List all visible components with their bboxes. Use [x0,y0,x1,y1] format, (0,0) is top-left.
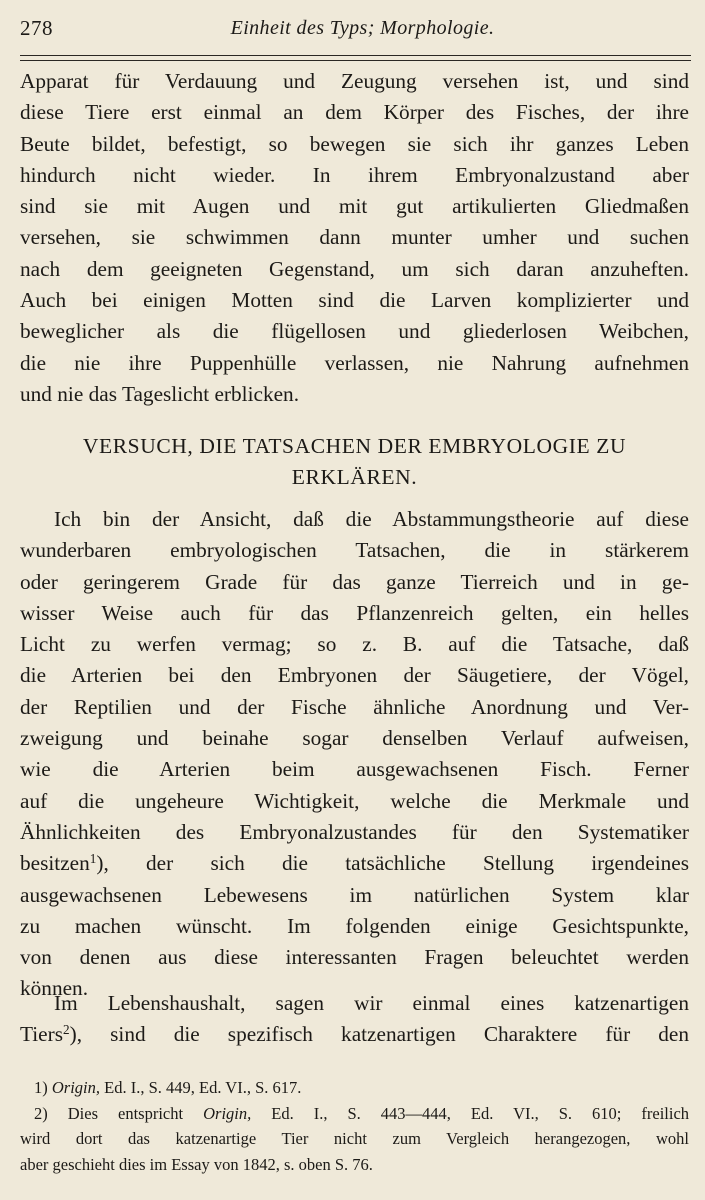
footnote-2-line: wird dort das katzenartige Tier nicht zum Vergleich herangezogen, wohl [20,1129,689,1148]
text-line: die nie ihre Puppenhülle verlassen, nie Nahrung aufnehmen [20,350,689,375]
text-line: zweigung und beinahe sogar denselben Verlauf aufweisen, [20,726,689,751]
text-fragment: ), der sich die tatsächliche Stellung irgendeines [96,851,689,876]
footnote-text: Ed. I., S. 449, Ed. VI., S. 617. [104,1078,302,1097]
text-line: auf die ungeheure Wichtigkeit, welche die Merkmale und [20,788,689,813]
text-line: Licht zu werfen vermag; so z. B. auf die Tatsache, daß [20,632,689,657]
text-line: Im Lebenshaushalt, sagen wir einmal eines katzenartigen [54,991,689,1015]
text-line: von denen aus diese interessanten Fragen beleuchtet werden [20,945,689,970]
footnote-text: Dies entspricht [67,1103,184,1123]
text-line: Auch bei einigen Motten sind die Larven komplizierter und [20,288,689,313]
footnote-2 [20,1101,689,1127]
text-line: ausgewachsenen Lebewesens im natürlichen System klar [20,882,689,907]
text-line: beweglicher als die flügellosen und gliederlosen Weibchen, [20,319,689,344]
paragraph [20,504,689,1005]
footnote-text: Ed. I., S. 443—444, Ed. VI., S. 610; freilich [271,1103,690,1123]
text-line: Beute bildet, befestigt, so bewegen sie sich ihr ganzes Leben [20,131,689,156]
paragraph-continued [20,66,689,410]
text-line: Ähnlichkeiten des Embryonalzustandes für den Systematiker [20,819,689,844]
section-heading [20,431,689,493]
text-line: die Arterien bei den Embryonen der Säugetiere, der Vögel, [20,663,689,688]
paragraph [20,988,689,1051]
footnote-marker: 2) [34,1103,48,1123]
footnote-ref[interactable]: 2 [63,1022,70,1038]
footnote-1 [20,1075,689,1101]
footnote-work-title: Origin, [203,1103,252,1123]
running-head [20,16,685,46]
text-line: können. [20,976,89,1001]
text-line: der Reptilien und der Fische ähnliche Anordnung und Ver- [20,694,689,719]
text-fragment: Tiers [20,1022,64,1047]
section-heading-line: VERSUCH, DIE TATSACHEN DER EMBRYOLOGIE ZU [82,434,627,458]
text-line: Apparat für Verdauung und Zeugung versehen ist, und sind [20,69,689,93]
text-line: nach dem geeigneten Gegenstand, um sich daran anzuheften. [20,256,689,281]
text-line: wunderbaren embryologischen Tatsachen, die in stärkerem [20,538,689,563]
text-line [20,848,689,879]
section-heading-line: ERKLÄREN. [291,465,418,489]
page-number: 278 [20,16,53,40]
text-line: wie die Arterien beim ausgewachsenen Fisch. Ferner [20,757,689,782]
text-line: oder geringerem Grade für das ganze Tierreich und in ge- [20,569,689,594]
footnote-ref[interactable]: 1 [89,851,97,867]
text-line: versehen, sie schwimmen dann munter umher und suchen [20,225,689,250]
running-title: Einheit des Typs; Morphologie. [230,17,495,39]
text-line: diese Tiere erst einmal an dem Körper des Fisches, der ihre [20,100,689,125]
footnotes [20,1075,689,1177]
footnote-work-title: Origin, [51,1078,101,1097]
text-line: wisser Weise auch für das Pflanzenreich gelten, ein helles [20,600,689,625]
text-fragment: ), sind die spezifisch katzenartigen Charaktere für den [69,1022,689,1047]
text-fragment: besitzen [20,851,90,876]
text-line: Ich bin der Ansicht, daß die Abstammungstheorie auf diese [54,507,689,531]
text-line: sind sie mit Augen und mit gut artikulierten Gliedmaßen [20,194,689,219]
header-double-rule [20,55,691,61]
text-line: hindurch nicht wieder. In ihrem Embryonalzustand aber [20,162,689,187]
text-line: und nie das Tageslicht erblicken. [20,381,300,406]
text-line: zu machen wünscht. Im folgenden einige Gesichtspunkte, [20,913,689,938]
footnote-2-line: aber geschieht dies im Essay von 1842, s. oben S. 76. [20,1154,373,1174]
text-line [20,1019,689,1050]
footnote-marker: 1) [34,1078,48,1097]
